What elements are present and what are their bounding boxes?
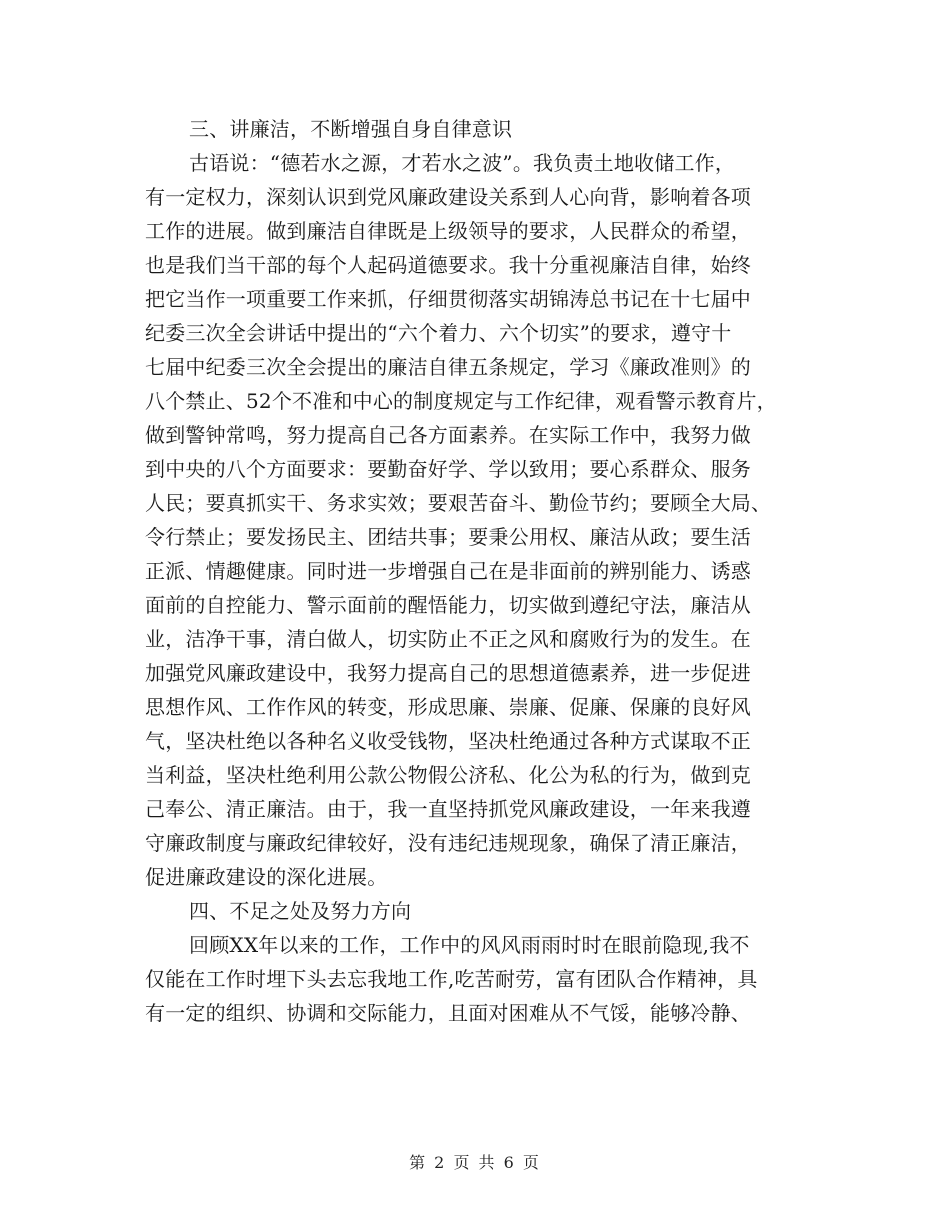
paragraph-line: 促进廉政建设的深化进展。: [145, 865, 388, 889]
paragraph-line: 守廉政制度与廉政纪律较好，没有违纪违规现象，确保了清正廉洁，: [145, 831, 751, 855]
paragraph-line: 八个禁止、52个不准和中心的制度规定与工作纪律，观看警示教育片，: [145, 389, 777, 413]
paragraph-line: 人民；要真抓实干、务求实效；要艰苦奋斗、勤俭节约；要顾全大局、: [145, 491, 772, 515]
paragraph-line: 古语说：“德若水之源，才若水之波”。我负责土地收储工作，: [189, 151, 736, 175]
paragraph-line: 正派、情趣健康。同时进一步增强自己在是非面前的辨别能力、诱惑: [145, 559, 751, 583]
paragraph-line: 到中央的八个方面要求：要勤奋好学、学以致用；要心系群众、服务: [145, 457, 751, 481]
paragraph-line: 有一定权力，深刻认识到党风廉政建设关系到人心向背，影响着各项: [145, 185, 751, 209]
section-heading-3: 三、讲廉洁，不断增强自身自律意识: [189, 117, 513, 141]
paragraph-line: 业，洁净干事，清白做人，切实防止不正之风和腐败行为的发生。在: [145, 627, 751, 651]
paragraph-line: 把它当作一项重要工作来抓，仔细贯彻落实胡锦涛总书记在十七届中: [145, 287, 751, 311]
paragraph-line: 有一定的组织、协调和交际能力，且面对困难从不气馁，能够冷静、: [145, 1001, 751, 1025]
document-body: [145, 112, 815, 1030]
paragraph-line: 令行禁止；要发扬民主、团结共事；要秉公用权、廉洁从政；要生活: [145, 525, 751, 549]
paragraph-line: 加强党风廉政建设中，我努力提高自己的思想道德素养，进一步促进: [145, 661, 751, 685]
paragraph-line: 做到警钟常鸣，努力提高自己各方面素养。在实际工作中，我努力做: [145, 423, 751, 447]
paragraph-line: 当利益，坚决杜绝利用公款公物假公济私、化公为私的行为，做到克: [145, 763, 751, 787]
paragraph-line: 思想作风、工作作风的转变，形成思廉、崇廉、促廉、保廉的良好风: [145, 695, 751, 719]
paragraph-line: 也是我们当干部的每个人起码道德要求。我十分重视廉洁自律，始终: [145, 253, 751, 277]
paragraph-line: 回顾XX年以来的工作，工作中的风风雨雨时时在眼前隐现,我不: [189, 933, 750, 957]
page-number-footer: 第 2 页 共 6 页: [409, 1153, 541, 1172]
paragraph-line: 七届中纪委三次全会提出的廉洁自律五条规定，学习《廉政准则》的: [145, 355, 751, 379]
paragraph-line: 仅能在工作时埋下头去忘我地工作,吃苦耐劳，富有团队合作精神，具: [145, 967, 758, 991]
paragraph-line: 己奉公、清正廉洁。由于，我一直坚持抓党风廉政建设，一年来我遵: [145, 797, 751, 821]
paragraph-line: 气，坚决杜绝以各种名义收受钱物，坚决杜绝通过各种方式谋取不正: [145, 729, 751, 753]
paragraph-line: 面前的自控能力、警示面前的醒悟能力，切实做到遵纪守法，廉洁从: [145, 593, 751, 617]
section-heading-4: 四、不足之处及努力方向: [189, 899, 412, 923]
paragraph-line: 纪委三次全会讲话中提出的“六个着力、六个切实”的要求，遵守十: [145, 321, 732, 345]
paragraph-line: 工作的进展。做到廉洁自律既是上级领导的要求，人民群众的希望，: [145, 219, 751, 243]
